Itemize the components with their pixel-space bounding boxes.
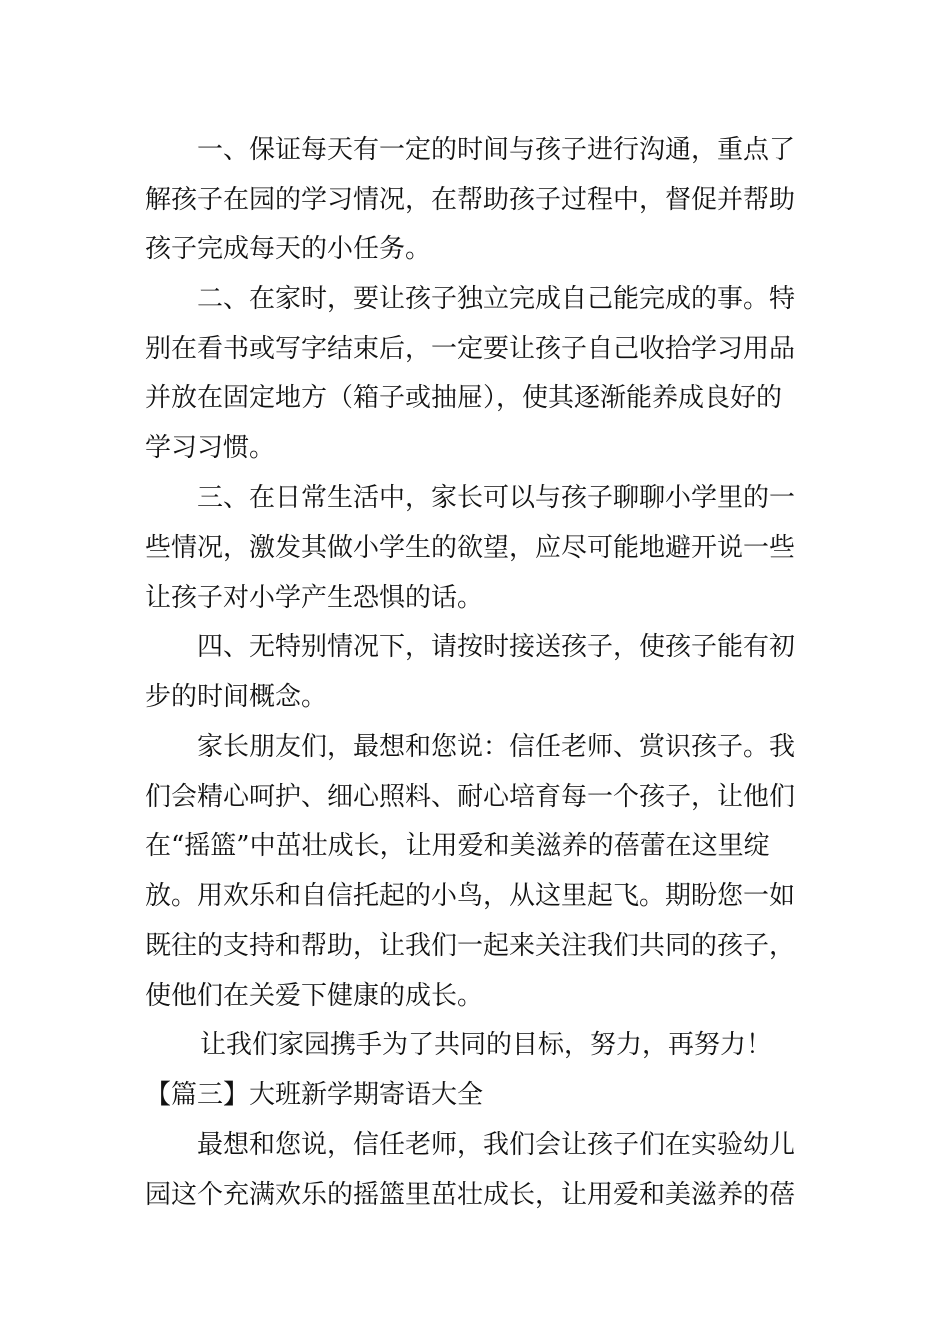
closing-line: 让我们家园携手为了共同的目标，努力，再努力！ bbox=[200, 1030, 773, 1060]
paragraph-3-line-1: 三、在日常生活中，家长可以与孩子聊聊小学里的一 bbox=[197, 483, 796, 513]
paragraph-4-line-2: 步的时间概念。 bbox=[145, 682, 328, 712]
paragraph-5-line-1: 家长朋友们，最想和您说：信任老师、赏识孩子。我 bbox=[197, 732, 796, 762]
paragraph-1-line-3: 孩子完成每天的小任务。 bbox=[145, 234, 432, 264]
paragraph-1-line-1: 一、保证每天有一定的时间与孩子进行沟通，重点了 bbox=[197, 135, 796, 165]
section-heading: 【篇三】大班新学期寄语大全 bbox=[145, 1080, 484, 1110]
paragraph-5-line-3: 在“摇篮”中茁壮成长，让用爱和美滋养的蓓蕾在这里绽 bbox=[145, 831, 770, 861]
paragraph-3-line-2: 些情况，激发其做小学生的欲望，应尽可能地避开说一些 bbox=[145, 533, 796, 563]
paragraph-5-line-5: 既往的支持和帮助，让我们一起来关注我们共同的孩子， bbox=[145, 931, 796, 961]
paragraph-2-line-2: 别在看书或写字结束后，一定要让孩子自己收拾学习用品 bbox=[145, 334, 796, 364]
section-paragraph-line-2: 园这个充满欢乐的摇篮里茁壮成长，让用爱和美滋养的蓓 bbox=[145, 1180, 796, 1210]
paragraph-3-line-3: 让孩子对小学产生恐惧的话。 bbox=[145, 583, 484, 613]
paragraph-5-line-2: 们会精心呵护、细心照料、耐心培育每一个孩子，让他们 bbox=[145, 782, 796, 812]
paragraph-2-line-4: 学习习惯。 bbox=[145, 433, 276, 463]
section-paragraph-line-1: 最想和您说，信任老师，我们会让孩子们在实验幼儿 bbox=[197, 1130, 796, 1160]
paragraph-1-line-2: 解孩子在园的学习情况，在帮助孩子过程中，督促并帮助 bbox=[145, 185, 796, 215]
paragraph-2-line-3: 并放在固定地方（箱子或抽屉），使其逐渐能养成良好的 bbox=[145, 383, 783, 413]
paragraph-5-line-6: 使他们在关爱下健康的成长。 bbox=[145, 981, 484, 1011]
paragraph-5-line-4: 放。用欢乐和自信托起的小鸟，从这里起飞。期盼您一如 bbox=[145, 881, 796, 911]
paragraph-4-line-1: 四、无特别情况下，请按时接送孩子，使孩子能有初 bbox=[197, 632, 796, 662]
paragraph-2-line-1: 二、在家时，要让孩子独立完成自己能完成的事。特 bbox=[197, 284, 796, 314]
